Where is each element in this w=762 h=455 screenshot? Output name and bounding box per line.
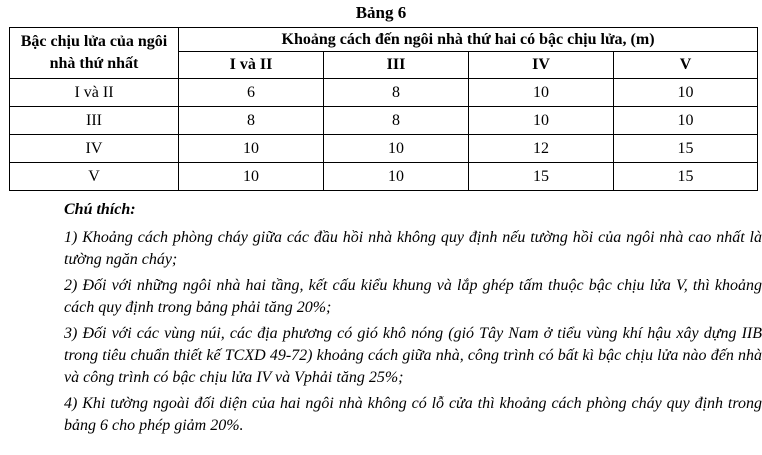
- table-cell: 8: [324, 79, 469, 107]
- table-row: [10, 163, 758, 191]
- table-cell: 8: [324, 107, 469, 135]
- table-title: Bảng 6: [355, 3, 407, 22]
- row-label: III: [10, 107, 179, 135]
- note-item: 4) Khi tường ngoài đối diện của hai ngôi nhà không có lỗ cửa thì khoảng cách phòng cháy quy định trong bảng 6 cho phép giảm 20%.: [64, 395, 762, 434]
- header-row-group: [10, 28, 758, 52]
- row-label: I và II: [10, 79, 179, 107]
- table-cell: 10: [614, 107, 758, 135]
- sub-header: V: [614, 52, 758, 79]
- table-cell: 15: [469, 163, 614, 191]
- sub-header: IV: [469, 52, 614, 79]
- table-cell: 15: [614, 163, 758, 191]
- table-cell: 10: [614, 79, 758, 107]
- first-col-header: Bậc chịu lửa của ngôi nhà thứ nhất: [10, 28, 179, 79]
- row-label: IV: [10, 135, 179, 163]
- table-cell: 10: [324, 135, 469, 163]
- note-item: 1) Khoảng cách phòng cháy giữa các đầu hồi nhà không quy định nếu tường hồi của ngôi nhà cao nhất là tường ngăn cháy;: [64, 229, 762, 268]
- group-header: Khoảng cách đến ngôi nhà thứ hai có bậc chịu lửa, (m): [179, 28, 758, 52]
- sub-header: III: [324, 52, 469, 79]
- table-cell: 10: [469, 107, 614, 135]
- table-row: [10, 107, 758, 135]
- table-row: [10, 79, 758, 107]
- table-cell: 10: [469, 79, 614, 107]
- table-cell: 10: [179, 163, 324, 191]
- note-item: 3) Đối với các vùng núi, các địa phương có gió khô nóng (gió Tây Nam ở tiểu vùng khí hậu xây dựng IIB trong tiêu chuẩn thiết kế TCXD 49-72) khoảng cách giữa nhà, công trình có bất kì bậc chịu lửa nào đến nhà và công trình có bậc chịu lửa IV và Vphải tăng 25%;: [64, 325, 762, 386]
- notes-section: [64, 200, 762, 441]
- table-cell: 15: [614, 135, 758, 163]
- table-cell: 12: [469, 135, 614, 163]
- sub-header: I và II: [179, 52, 324, 79]
- row-label: V: [10, 163, 179, 191]
- table-cell: 10: [179, 135, 324, 163]
- fire-distance-table: [9, 27, 758, 191]
- notes-heading: Chú thích:: [64, 201, 136, 218]
- table-cell: 6: [179, 79, 324, 107]
- note-item: 2) Đối với những ngôi nhà hai tầng, kết cấu kiểu khung và lắp ghép tấm thuộc bậc chịu lửa V, thì khoảng cách quy định trong bảng phải tăng 20%;: [64, 277, 762, 316]
- table-cell: 8: [179, 107, 324, 135]
- table-cell: 10: [324, 163, 469, 191]
- table-row: [10, 135, 758, 163]
